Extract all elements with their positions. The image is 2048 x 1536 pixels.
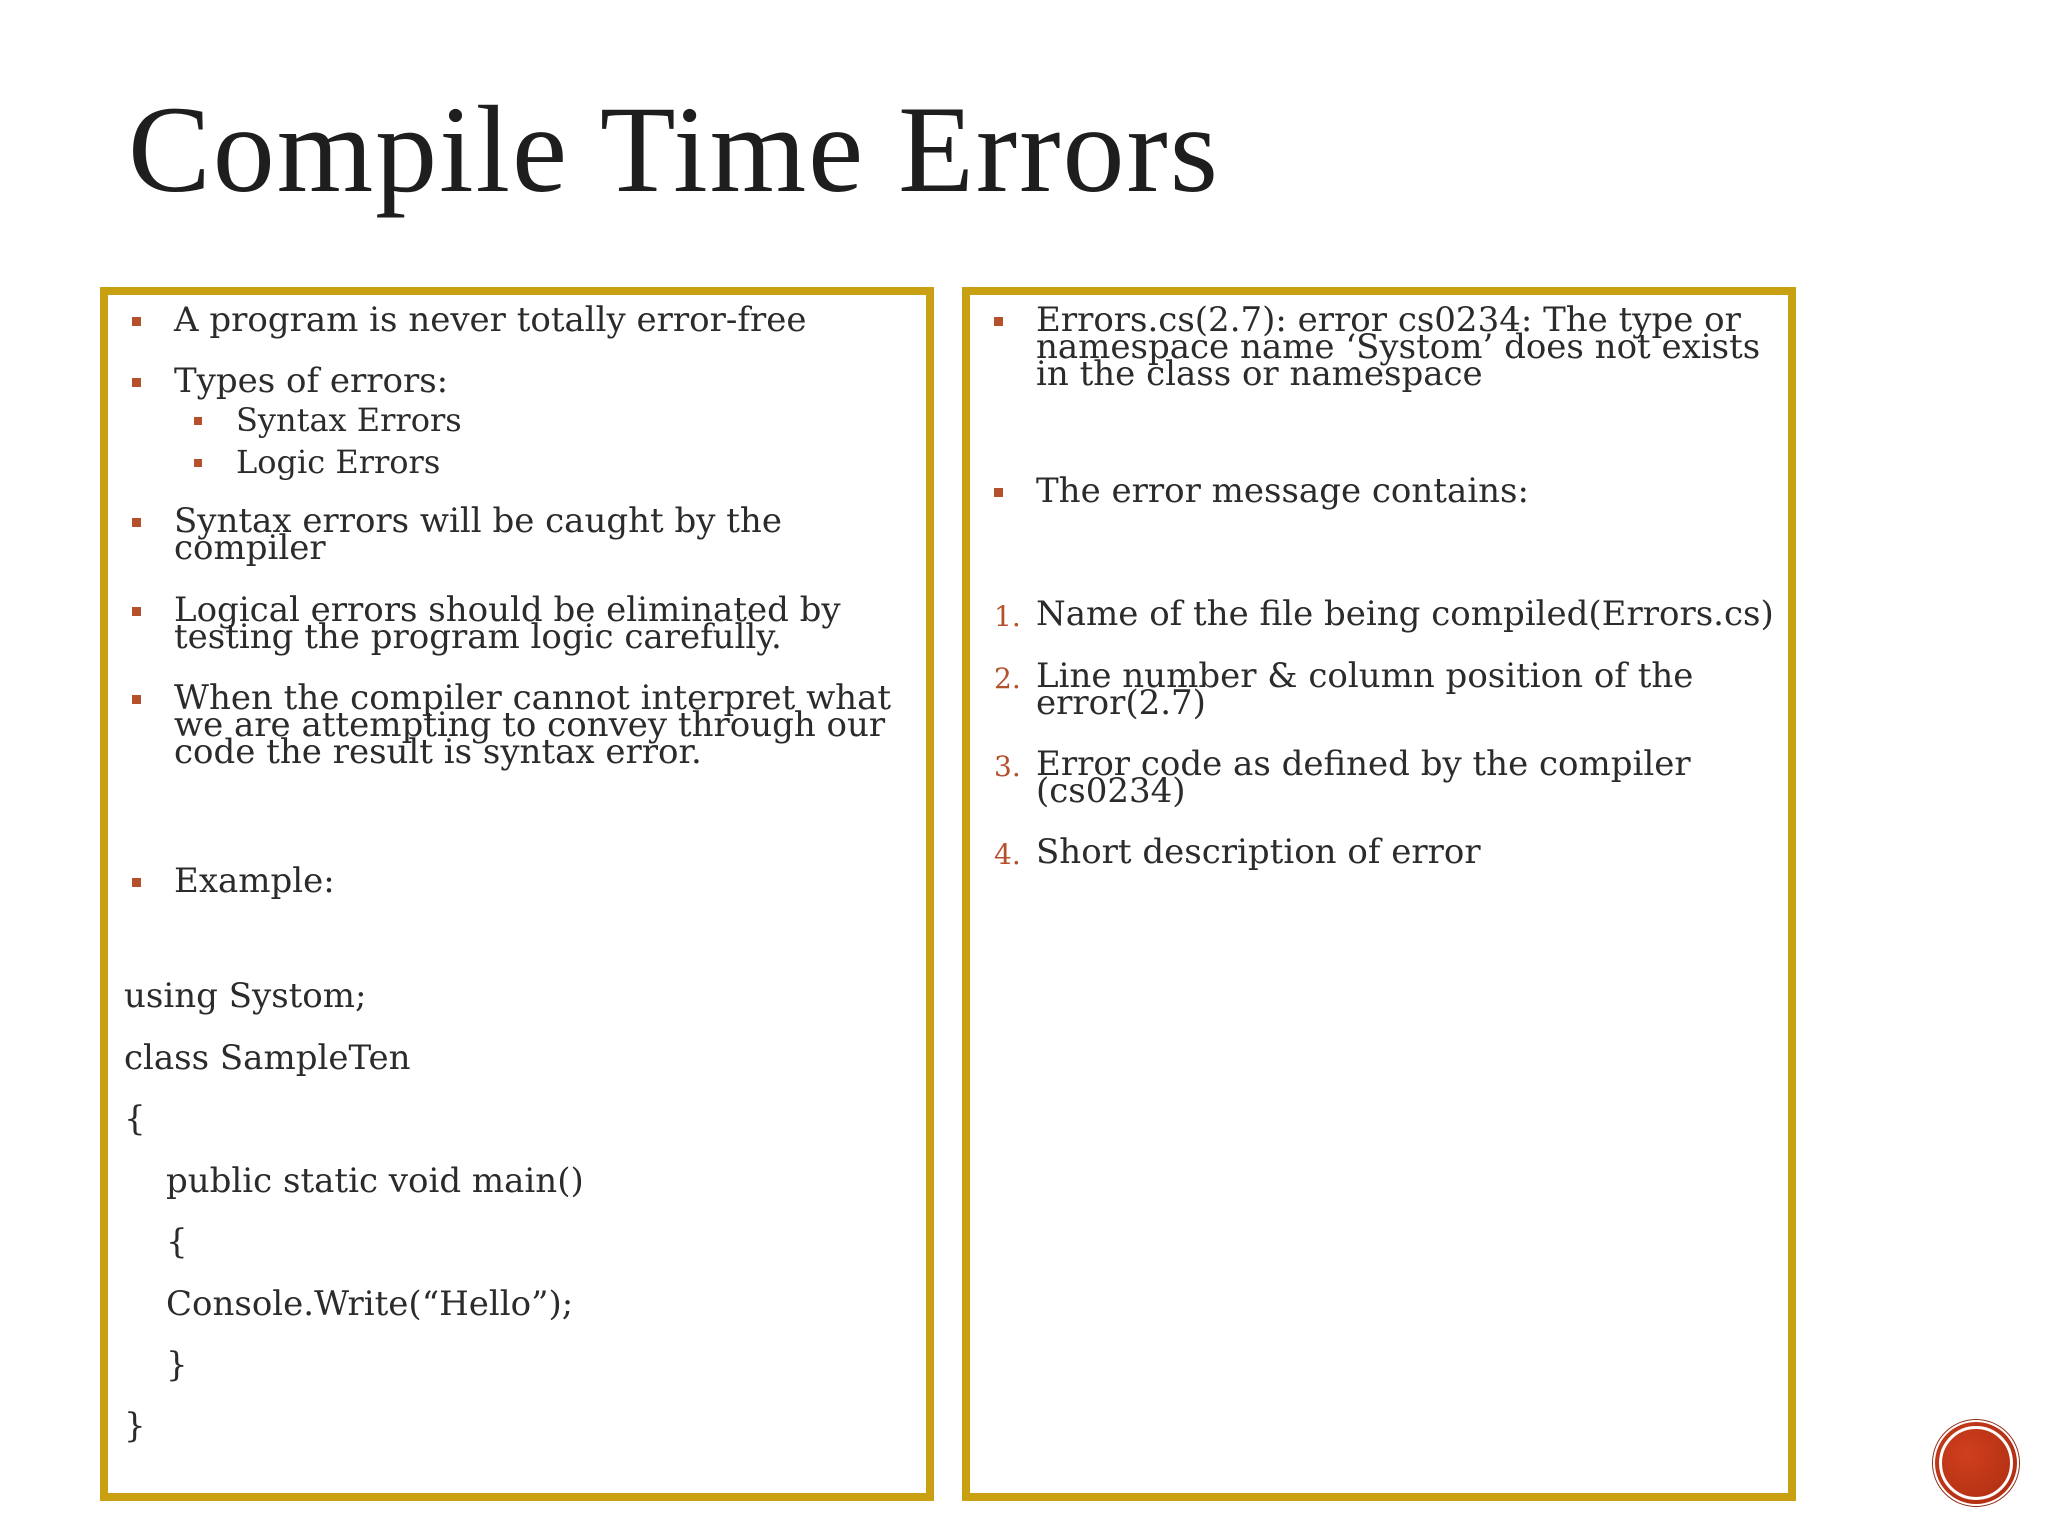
numbered-text: Line number & column position of the error(2.7) (1036, 656, 1694, 723)
bullet-text: Syntax errors will be caught by the compiler (174, 501, 782, 568)
square-bullet-icon (132, 378, 141, 387)
bullet-item (132, 678, 922, 772)
square-bullet-icon (194, 459, 202, 467)
square-bullet-icon (132, 518, 141, 527)
code-line: { (124, 1099, 146, 1139)
sub-bullet-text: Logic Errors (236, 443, 441, 481)
numbered-text: Name of the file being compiled(Errors.cs) (1036, 594, 1774, 634)
sub-bullet-item (194, 443, 894, 481)
bullet-item (132, 861, 912, 901)
list-number: 3. (994, 750, 1021, 783)
code-line: } (166, 1345, 188, 1385)
code-line: Console.Write(“Hello”); (166, 1284, 574, 1324)
numbered-item (994, 656, 1694, 723)
code-line: { (166, 1222, 188, 1262)
square-bullet-icon (194, 417, 202, 425)
numbered-item (994, 832, 1714, 872)
bullet-item (132, 361, 912, 401)
square-bullet-icon (132, 607, 141, 616)
bullet-item (994, 471, 1764, 511)
list-number: 4. (994, 838, 1021, 871)
bullet-item (994, 300, 1764, 394)
sub-bullet-text: Syntax Errors (236, 401, 462, 439)
bullet-text: A program is never totally error-free (174, 300, 807, 340)
bullet-text: Errors.cs(2.7): error cs0234: The type or namespace name ‘Systom’ does not exists in the class or namespace (1036, 300, 1761, 394)
bullet-text: Types of errors: (174, 361, 449, 401)
square-bullet-icon (132, 695, 141, 704)
list-number: 1. (994, 600, 1021, 633)
bullet-text: Logical errors should be eliminated by testing the program logic carefully. (174, 590, 841, 657)
list-number: 2. (994, 662, 1021, 695)
circle-button-icon[interactable] (1933, 1420, 2019, 1506)
bullet-text: Example: (174, 861, 335, 901)
bullet-text: The error message contains: (1036, 471, 1529, 511)
square-bullet-icon (994, 488, 1003, 497)
left-content-panel (100, 287, 934, 1501)
bullet-item (132, 590, 872, 657)
square-bullet-icon (994, 317, 1003, 326)
code-line: } (124, 1406, 146, 1446)
square-bullet-icon (132, 317, 141, 326)
right-content-panel (962, 287, 1796, 1501)
numbered-text: Short description of error (1036, 832, 1481, 872)
slide-title: Compile Time Errors (128, 81, 1221, 218)
bullet-item (132, 300, 912, 340)
sub-bullet-item (194, 401, 894, 439)
code-line: class SampleTen (124, 1038, 411, 1078)
code-line: public static void main() (166, 1161, 584, 1201)
bullet-text: When the compiler cannot interpret what we are attempting to convey through our code the result is syntax error. (174, 678, 892, 772)
code-line: using Systom; (124, 976, 367, 1016)
numbered-item (994, 594, 1784, 634)
numbered-item (994, 744, 1714, 811)
numbered-text: Error code as defined by the compiler (cs0234) (1036, 744, 1691, 811)
square-bullet-icon (132, 878, 141, 887)
bullet-item (132, 501, 852, 568)
